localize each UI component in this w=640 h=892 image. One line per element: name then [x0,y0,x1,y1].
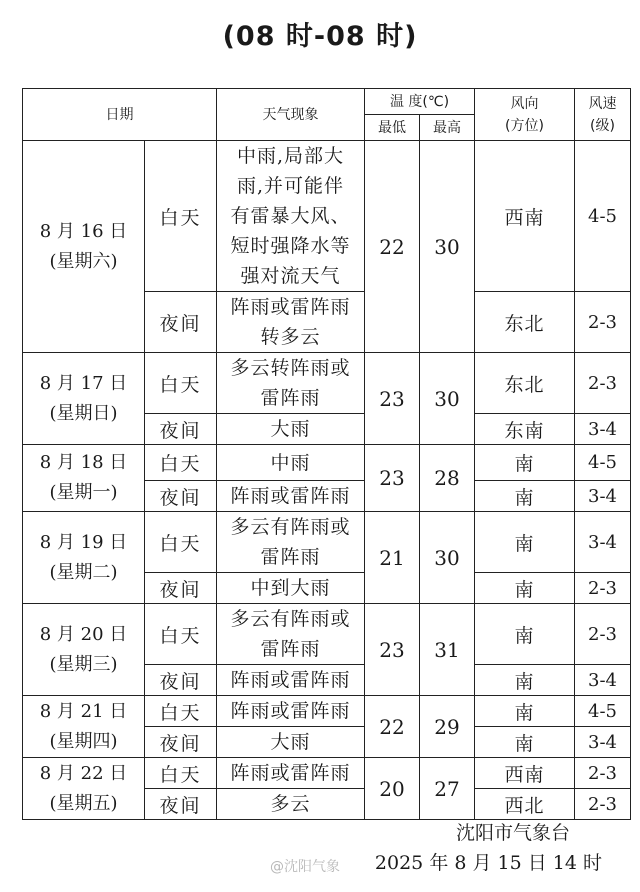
header-date: 日期 [23,89,217,141]
wind-direction-night: 南 [475,481,575,512]
period-day: 白天 [145,353,217,414]
table-row [23,445,631,481]
temp-min-cell: 21 [365,512,420,604]
weather-night: 阵雨或雷阵雨 [217,481,365,512]
wind-speed-night: 2-3 [575,292,631,353]
temp-max-cell: 30 [420,353,475,445]
weather-day: 中雨 [217,445,365,481]
table-row [23,353,631,414]
wind-speed-night: 3-4 [575,414,631,445]
weather-day: 多云有阵雨或 雷阵雨 [217,512,365,573]
weather-day: 多云有阵雨或 雷阵雨 [217,604,365,665]
wind-speed-day: 2-3 [575,353,631,414]
wind-direction-day: 南 [475,696,575,727]
wind-direction-night: 东北 [475,292,575,353]
period-day: 白天 [145,512,217,573]
wind-speed-day: 2-3 [575,758,631,789]
wind-speed-day: 2-3 [575,604,631,665]
forecast-table [22,88,631,820]
wind-speed-night: 2-3 [575,789,631,820]
date-cell: 8 月 22 日 (星期五) [23,758,145,820]
wind-direction-night: 南 [475,573,575,604]
wind-speed-night: 3-4 [575,665,631,696]
weather-night: 大雨 [217,727,365,758]
weather-day: 中雨,局部大 雨,并可能伴 有雷暴大风、 短时强降水等 强对流天气 [217,141,365,292]
watermark: @沈阳气象 [270,859,340,875]
date-cell: 8 月 17 日 (星期日) [23,353,145,445]
wind-speed-day: 4-5 [575,141,631,292]
wind-direction-day: 南 [475,512,575,573]
temp-min-cell: 22 [365,696,420,758]
wind-speed-night: 3-4 [575,481,631,512]
date-cell: 8 月 20 日 (星期三) [23,604,145,696]
forecast-title: (08 时-08 时) [222,21,418,52]
forecast-body [23,141,631,820]
wind-speed-day: 4-5 [575,696,631,727]
wind-direction-night: 南 [475,665,575,696]
period-night: 夜间 [145,665,217,696]
header-weather: 天气现象 [217,89,365,141]
wind-direction-night: 东南 [475,414,575,445]
date-cell: 8 月 19 日 (星期二) [23,512,145,604]
weather-night: 阵雨或雷阵雨 转多云 [217,292,365,353]
wind-direction-night: 西北 [475,789,575,820]
period-night: 夜间 [145,292,217,353]
period-day: 白天 [145,758,217,789]
table-row [23,696,631,727]
weather-day: 阵雨或雷阵雨 [217,696,365,727]
table-row [23,141,631,292]
weather-day: 多云转阵雨或 雷阵雨 [217,353,365,414]
date-cell: 8 月 16 日 (星期六) [23,141,145,353]
header-wind-speed: 风速 (级) [575,89,631,141]
wind-direction-night: 南 [475,727,575,758]
weather-night: 阵雨或雷阵雨 [217,665,365,696]
period-day: 白天 [145,445,217,481]
weather-night: 多云 [217,789,365,820]
wind-speed-night: 2-3 [575,573,631,604]
temp-min-cell: 23 [365,604,420,696]
period-day: 白天 [145,604,217,665]
table-row [23,512,631,573]
period-night: 夜间 [145,414,217,445]
date-cell: 8 月 21 日 (星期四) [23,696,145,758]
temp-max-cell: 28 [420,445,475,512]
date-cell: 8 月 18 日 (星期一) [23,445,145,512]
period-night: 夜间 [145,481,217,512]
temp-min-cell: 23 [365,353,420,445]
period-night: 夜间 [145,727,217,758]
header-temperature: 温 度(℃) [365,89,475,115]
issue-datetime: 2025 年 8 月 15 日 14 时 [374,852,602,874]
issuer: 沈阳市气象台 [455,822,570,844]
wind-speed-night: 3-4 [575,727,631,758]
wind-direction-day: 东北 [475,353,575,414]
wind-direction-day: 西南 [475,141,575,292]
period-night: 夜间 [145,789,217,820]
temp-max-cell: 29 [420,696,475,758]
period-night: 夜间 [145,573,217,604]
period-day: 白天 [145,696,217,727]
wind-direction-day: 南 [475,445,575,481]
header-temp-min: 最低 [365,115,420,141]
header-wind-direction: 风向 (方位) [475,89,575,141]
table-row [23,604,631,665]
wind-speed-day: 4-5 [575,445,631,481]
period-day: 白天 [145,141,217,292]
temp-max-cell: 31 [420,604,475,696]
wind-speed-day: 3-4 [575,512,631,573]
temp-min-cell: 20 [365,758,420,820]
wind-direction-day: 南 [475,604,575,665]
wind-direction-day: 西南 [475,758,575,789]
header-temp-max: 最高 [420,115,475,141]
weather-night: 大雨 [217,414,365,445]
temp-min-cell: 23 [365,445,420,512]
weather-day: 阵雨或雷阵雨 [217,758,365,789]
temp-max-cell: 30 [420,141,475,353]
temp-min-cell: 22 [365,141,420,353]
weather-night: 中到大雨 [217,573,365,604]
temp-max-cell: 30 [420,512,475,604]
temp-max-cell: 27 [420,758,475,820]
table-row [23,758,631,789]
